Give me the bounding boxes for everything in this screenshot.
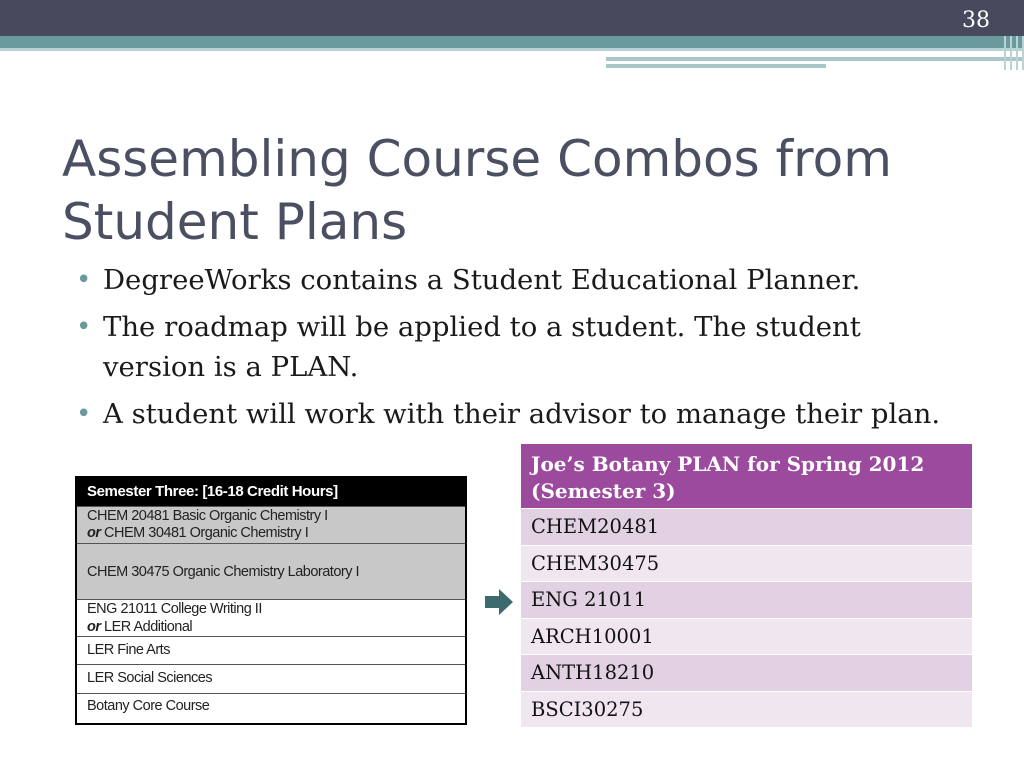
- header-band-light: [0, 48, 1024, 51]
- bullet-item: • DegreeWorks contains a Student Educational Planner.: [76, 260, 956, 300]
- bullet-dot-icon: •: [76, 399, 92, 429]
- slide-number: 38: [962, 8, 990, 33]
- plan-row: BSCI30275: [521, 691, 972, 728]
- table-row: CHEM 20481 Basic Organic Chemistry I or CHEM 30481 Organic Chemistry I: [77, 506, 465, 543]
- semester-table: [75, 476, 467, 725]
- header-band-teal: [0, 36, 1024, 48]
- semester-table-header: Semester Three: [16-18 Credit Hours]: [77, 478, 465, 506]
- table-row: CHEM 30475 Organic Chemistry Laboratory I: [77, 543, 465, 599]
- plan-row: ARCH10001: [521, 618, 972, 655]
- header-stripe: [606, 57, 1024, 61]
- plan-row: ANTH18210: [521, 654, 972, 691]
- right-arrow-icon: [485, 589, 513, 615]
- table-row: LER Fine Arts: [77, 636, 465, 664]
- bullet-list: [76, 260, 956, 441]
- slide-title: Assembling Course Combos from Student Plans: [62, 130, 892, 251]
- plan-row: CHEM30475: [521, 545, 972, 582]
- bullet-item: • A student will work with their advisor to manage their plan.: [76, 394, 956, 434]
- bullet-dot-icon: •: [76, 265, 92, 295]
- table-row: Botany Core Course: [77, 693, 465, 719]
- plan-row: CHEM20481: [521, 508, 972, 545]
- plan-table: [521, 444, 972, 727]
- plan-table-header: Joe’s Botany PLAN for Spring 2012 (Semester 3): [521, 444, 972, 508]
- plan-row: ENG 21011: [521, 581, 972, 618]
- header-stripe: [606, 64, 826, 68]
- header-band-dark: [0, 0, 1024, 36]
- table-row: ENG 21011 College Writing II or LER Additional: [77, 599, 465, 636]
- table-row: LER Social Sciences: [77, 664, 465, 693]
- header-vertical-lines: [1000, 36, 1024, 70]
- bullet-dot-icon: •: [76, 312, 92, 342]
- bullet-item: • The roadmap will be applied to a student. The student version is a PLAN.: [76, 307, 956, 387]
